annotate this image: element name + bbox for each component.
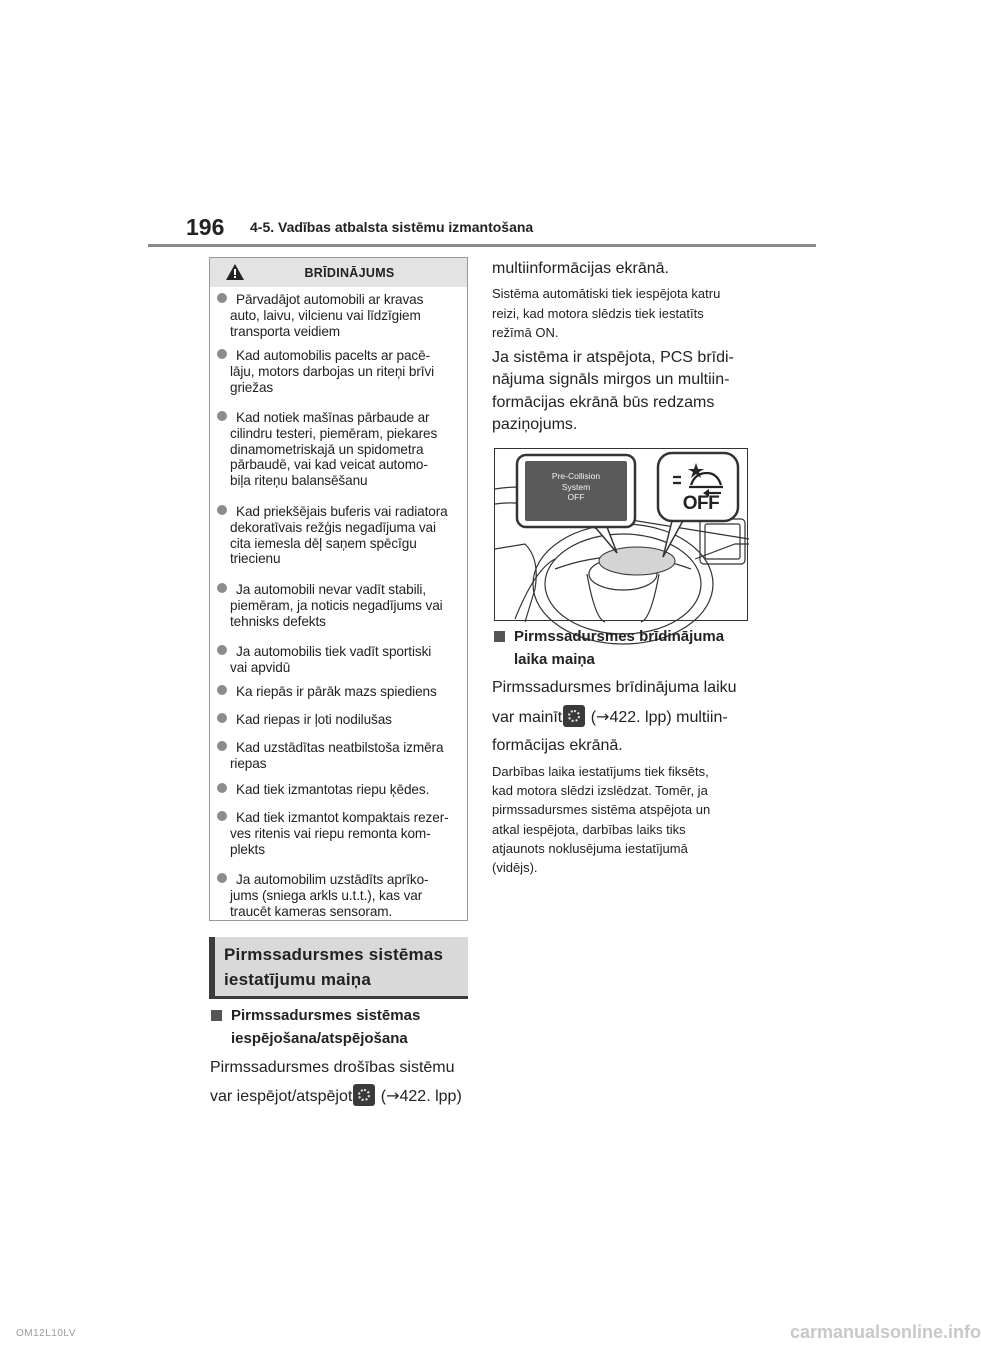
subhead-line2: iespējošana/atspējošana xyxy=(231,1030,408,1047)
display-line3: OFF xyxy=(567,492,585,502)
warning-item-line: Pārvadājot automobili ar kravas xyxy=(236,292,424,307)
bullet-dot-icon xyxy=(217,583,227,593)
header-divider xyxy=(148,244,816,247)
warning-item-line: Kad tiek izmantot kompaktais rezer- xyxy=(236,810,449,825)
warning-item-text xyxy=(230,712,464,728)
bullet-dot-icon xyxy=(217,505,227,515)
body-line-with-icon xyxy=(210,1083,462,1109)
display-line1: Pre-Collision xyxy=(551,471,601,481)
warning-item-line: piemēram, ja noticis negadījums vai xyxy=(230,597,443,613)
warning-item-line: Kad uzstādītas neatbilstoša izmēra xyxy=(236,740,444,755)
body-text-fragment: var iespējot/atspējot xyxy=(210,1088,353,1105)
body-line: nājuma signāls mirgos un multiin- xyxy=(492,371,730,389)
warning-header xyxy=(210,258,467,287)
bullet-dot-icon xyxy=(217,645,227,655)
body-line: Ja sistēma ir atspējota, PCS brīdi- xyxy=(492,349,734,366)
warning-item-line: transporta veidiem xyxy=(230,323,341,339)
warning-item-text xyxy=(230,410,464,489)
subhead-line2: laika maiņa xyxy=(514,651,595,668)
bullet-dot-icon xyxy=(217,411,227,421)
warning-item-line: cilindru testeri, piemēram, piekares xyxy=(230,425,438,441)
warning-box xyxy=(209,257,468,921)
body-line: formācijas ekrānā. xyxy=(492,737,623,754)
subhead-warning-timing xyxy=(494,625,754,671)
bullet-dot-icon xyxy=(217,685,227,695)
section-title-line1: Pirmssadursmes sistēmas xyxy=(224,945,444,964)
body-line-with-icon xyxy=(492,704,728,730)
chapter-title: 4-5. Vadības atbalsta sistēmu izmantošana xyxy=(250,219,534,235)
bullet-dot-icon xyxy=(217,293,227,303)
warning-item-line: plekts xyxy=(230,841,265,857)
warning-item-line: vai apvidū xyxy=(230,659,291,675)
note-line: Sistēma automātiski tiek iespējota katru xyxy=(492,286,721,301)
pcs-off-indicator-label: OFF xyxy=(682,493,720,514)
warning-item-line: triecienu xyxy=(230,551,281,567)
warning-item-line: tehnisks defekts xyxy=(230,613,326,629)
section-title xyxy=(224,942,464,992)
warning-item-line: Ka riepās ir pārāk mazs spiediens xyxy=(236,684,437,699)
warning-item-text xyxy=(230,684,464,700)
warning-item-line: traucēt kameras sensoram. xyxy=(230,903,393,919)
body-line: multiinformācijas ekrānā. xyxy=(492,260,669,277)
warning-item-line: Ja automobilis tiek vadīt sportiski xyxy=(236,644,432,659)
body-line: Pirmssadursmes brīdinājuma laiku xyxy=(492,679,737,696)
warning-item-line: griežas xyxy=(230,379,274,395)
subhead-line1: Pirmssadursmes sistēmas xyxy=(231,1007,421,1024)
body-text-fragment: ( xyxy=(586,709,597,726)
warning-item-text xyxy=(230,348,464,395)
bullet-dot-icon xyxy=(217,873,227,883)
warning-item-line: lāju, motors darbojas un riteņi brīvi xyxy=(230,363,435,379)
section-heading-box xyxy=(209,937,468,999)
bullet-dot-icon xyxy=(217,783,227,793)
footer-code: OM12L10LV xyxy=(16,1328,76,1339)
page-reference: 422. lpp) multiin- xyxy=(609,709,728,726)
arrow-icon: → xyxy=(596,707,610,726)
warning-item-line: jums (sniega arkls u.t.t.), kas var xyxy=(230,887,423,903)
warning-item-line: pārbaudē, vai kad veicat automo- xyxy=(230,457,428,473)
page-reference: 422. lpp) xyxy=(399,1088,462,1105)
warning-item-text xyxy=(230,644,464,676)
warning-item-line: Kad priekšējais buferis vai radiatora xyxy=(236,504,448,519)
warning-item-line: dekoratīvais režģis negadījuma vai xyxy=(230,519,436,535)
warning-item-text xyxy=(230,872,464,919)
warning-item-text xyxy=(230,582,464,629)
settings-gear-icon xyxy=(353,1084,375,1106)
settings-gear-icon xyxy=(563,705,585,727)
warning-item-text xyxy=(230,740,464,772)
body-line: Pirmssadursmes drošības sistēmu xyxy=(210,1059,455,1076)
warning-item-line: cita iemesla dēļ saņem spēcīgu xyxy=(230,535,417,551)
warning-item-line: Ja automobilim uzstādīts aprīko- xyxy=(236,872,429,887)
bullet-dot-icon xyxy=(217,741,227,751)
square-bullet-icon xyxy=(211,1010,222,1021)
note-line: režīmā ON. xyxy=(492,325,559,340)
arrow-icon: → xyxy=(386,1086,400,1105)
body-line: formācijas ekrānā būs redzams xyxy=(492,393,715,411)
display-message xyxy=(525,471,627,503)
dashboard-illustration xyxy=(494,448,748,621)
warning-item-line: Kad riepas ir ļoti nodilušas xyxy=(236,712,392,727)
square-bullet-icon xyxy=(494,631,505,642)
warning-title: BRĪDINĀJUMS xyxy=(304,265,395,280)
note-line: reizi, kad motora slēdzis tiek iestatīts xyxy=(492,305,704,321)
warning-item-line: Kad automobilis pacelts ar pacē- xyxy=(236,348,431,363)
note-line: Darbības laika iestatījums tiek fiksēts, xyxy=(492,764,709,779)
page-number: 196 xyxy=(186,214,225,240)
body-line: paziņojums. xyxy=(492,415,578,433)
warning-item-line: biļa riteņu balansēšanu xyxy=(230,473,368,489)
bullet-dot-icon xyxy=(217,349,227,359)
body-text-fragment: var mainīt xyxy=(492,709,563,726)
subhead-line1: Pirmssadursmes brīdinājuma xyxy=(514,628,725,645)
note-line: kad motora slēdzi izslēdzat. Tomēr, ja xyxy=(492,783,708,799)
note-line: (vidējs). xyxy=(492,860,538,875)
note-line: atjaunots noklusējuma iestatījumā xyxy=(492,840,688,856)
footer-watermark: carmanualsonline.info xyxy=(790,1322,981,1342)
warning-item-line: Ja automobili nevar vadīt stabili, xyxy=(236,582,427,597)
subhead-enable-disable xyxy=(211,1004,471,1050)
warning-item-text xyxy=(230,810,464,857)
section-title-line2: iestatījumu maiņa xyxy=(224,970,371,989)
warning-item-line: ves ritenis vai riepu remonta kom- xyxy=(230,825,431,841)
warning-item-text xyxy=(230,504,464,567)
display-line2: System xyxy=(561,481,591,492)
warning-item-text xyxy=(230,782,464,798)
bullet-dot-icon xyxy=(217,811,227,821)
note-line: atkal iespējota, darbības laiks tiks xyxy=(492,821,686,837)
bullet-dot-icon xyxy=(217,713,227,723)
warning-triangle-icon xyxy=(226,264,244,280)
warning-item-line: riepas xyxy=(230,755,267,771)
warning-item-text xyxy=(230,292,464,339)
body-text-fragment: ( xyxy=(376,1088,387,1105)
note-line: pirmssadursmes sistēma atspējota un xyxy=(492,802,711,818)
warning-item-line: Kad notiek mašīnas pārbaude ar xyxy=(236,410,430,425)
warning-item-line: Kad tiek izmantotas riepu ķēdes. xyxy=(236,782,430,797)
warning-item-line: auto, laivu, vilcienu vai līdzīgiem xyxy=(230,307,421,323)
warning-item-line: dinamometriskajā un spidometra xyxy=(230,441,424,457)
